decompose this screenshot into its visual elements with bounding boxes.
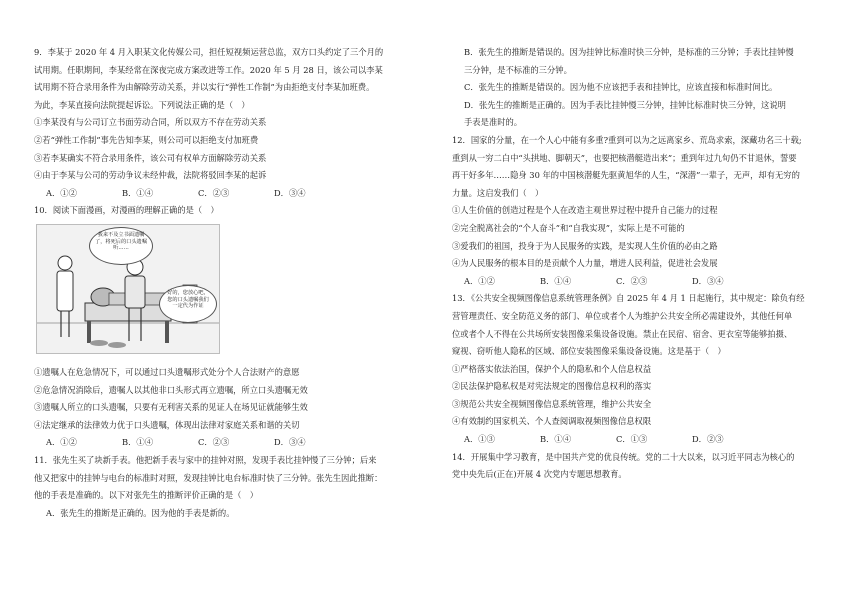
q9-line-1: 9．李某于 2020 年 4 月入职某文化传媒公司，担任短视频运营总监，双方口头约定了三个月的 (34, 47, 384, 57)
q12-line-2: 重到从一穷二白中“头拱地、脚朝天”，也要把核潜艇造出来”；重到年过九旬仍不甘退休，誓要 (452, 152, 797, 163)
q10-option-d: D．③④ (274, 437, 306, 448)
q9-statement-2: ②若“弹性工作制”事先告知李某，则公司可以拒绝支付加班费 (34, 134, 259, 145)
q11-option-b-line-1: B．张先生的推断是错误的。因为挂钟比标准时快三分钟，是标准的三分钟；手表比挂钟慢 (464, 47, 794, 57)
q12-line-1: 12．国家的分量，在一个人心中能有多重?重到可以为之远离家乡、荒岛求索，深藏功名三十载; (452, 134, 802, 145)
q13-option-a: A．①③ (464, 434, 495, 445)
q9-line-4: 为此，李某直接向法院提起诉讼。下列说法正确的是（ ） (34, 99, 250, 110)
q10-option-b: B．①④ (122, 437, 153, 448)
q12-statement-3: ③爱我们的祖国，投身于为人民服务的实践，是实现人生价值的必由之路 (452, 240, 718, 251)
q10-statement-3: ③遗嘱人所立的口头遗嘱，只要有无利害关系的见证人在场见证就能够生效 (34, 402, 308, 413)
q13-line-2: 营管理责任、安全防范义务的部门、单位或者个人为维护公共安全所必需建设外，其他任何单 (452, 310, 793, 321)
q12-line-3: 再干好多年……隐身 30 年的中国核潜艇先驱黄旭华的人生，“深潜”一辈子，无声，却有无穷的 (452, 170, 800, 181)
q12-option-d: D．③④ (692, 275, 724, 286)
q11-option-a: A．张先生的推断是正确的。因为他的手表是新的。 (46, 507, 235, 518)
comic-speech-bubble-patient: 我来不及立书面遗嘱了，将死后的口头遗嘱听…… (89, 227, 153, 265)
q13-statement-1: ①严格落实依法治国，保护个人的隐私和个人信息权益 (452, 363, 652, 374)
q9-options (34, 185, 434, 203)
q13-option-b: B．①④ (540, 434, 571, 445)
q14-line-2: 党中央先后(正在)开展 4 次党内专题思想教育。 (452, 469, 627, 480)
q11-line-1: 11．张先生买了块新手表。他把新手表与家中的挂钟对照，发现手表比挂钟慢了三分钟；后来 (34, 454, 377, 465)
q13-statement-4: ④有效制约国家机关、个人查阅调取视频图像信息权限 (452, 416, 652, 427)
left-column (34, 44, 434, 522)
right-column (452, 44, 840, 484)
q12-statement-1: ①人生价值的创造过程是个人在改造主观世界过程中提升自己能力的过程 (452, 205, 718, 216)
q9-statement-4: ④由于李某与公司的劳动争议未经仲裁，法院将驳回李某的起诉 (34, 170, 267, 181)
q12-line-4: 力量。这启发我们（ ） (452, 187, 544, 198)
q9-option-d: D．③④ (274, 187, 306, 198)
q9-option-c: C．②③ (198, 187, 230, 198)
q9-statement-1: ①李某没有与公司订立书面劳动合同，所以双方不存在劳动关系 (34, 117, 267, 128)
q11-option-c: C．张先生的推断是错误的。因为他不应该把手表和挂钟比，应该直接和标准时间比。 (464, 82, 778, 93)
q12-option-c: C．②③ (616, 275, 648, 286)
q13-line-4: 窥视、窃听他人隐私的区域、部位安装图像采集设备设施。这是基于（ ） (452, 346, 726, 357)
comic-illustration (36, 224, 220, 354)
q12-option-b: B．①④ (540, 275, 571, 286)
q10-statement-4: ④法定继承的法律效力优于口头遗嘱，体现出法律对家庭关系和谐的关切 (34, 419, 300, 430)
q11-line-3: 他的手表是准确的。以下对张先生的推断评价正确的是（ ） (34, 490, 259, 501)
q10-option-c: C．②③ (198, 437, 230, 448)
q13-line-1: 13．《公共安全视频图像信息系统管理条例》自 2025 年 4 月 1 日起施行，其中规定：除负有经 (452, 293, 805, 304)
q9-option-b: B．①④ (122, 187, 153, 198)
q14-line-1: 14．开展集中学习教育，是中国共产党的优良传统。党的二十大以来，以习近平同志为核心的 (452, 451, 795, 462)
q12-statement-2: ②完全脱离社会的“个人奋斗”和“自我实现”，实际上是不可能的 (452, 222, 685, 233)
q10-statement-1: ①遗嘱人在危急情况下，可以通过口头遗嘱形式处分个人合法财产的意愿 (34, 366, 300, 377)
q13-line-3: 位或者个人不得在公共场所安装图像采集设备设施。禁止在民宿、宿舍、更衣室等能够拍摄、 (452, 328, 793, 339)
q13-statement-2: ②民法保护隐私权是对宪法规定的图像信息权利的落实 (452, 381, 652, 392)
comic-speech-bubble-witness: 好的，您放心吧，您的口头遗嘱我们一定代为作证 (159, 285, 217, 323)
q11-option-d-line-2: 手表是准时的。 (464, 117, 523, 128)
q12-statement-4: ④为人民服务的根本目的是贡献个人力量，增进人民利益，促进社会发展 (452, 258, 718, 269)
q11-option-b-line-2: 三分钟，是不标准的三分钟。 (464, 64, 572, 75)
q9-statement-3: ③若李某确实不符合录用条件，该公司有权单方面解除劳动关系 (34, 152, 267, 163)
q10-options (34, 434, 434, 452)
q13-statement-3: ③规范公共安全视频图像信息系统管理，维护公共安全 (452, 398, 652, 409)
q11-option-d-line-1: D．张先生的推断是正确的。因为手表比挂钟慢三分钟，挂钟比标准时快三分钟，这说明 (464, 99, 786, 110)
q12-option-a: A．①② (464, 275, 495, 286)
q11-line-2: 他又把家中的挂钟与电台的标准时对照，发现挂钟比电台标准时快了三分钟。张先生因此推断： (34, 472, 383, 483)
q9-line-3: 试用期不符合录用条件为由解除劳动关系，并以实行“弹性工作制”为由拒绝支付李某加班费。 (34, 82, 375, 93)
q13-option-d: D．②③ (692, 434, 724, 445)
q13-option-c: C．①③ (616, 434, 648, 445)
q10-option-a: A．①② (46, 437, 77, 448)
q12-options (452, 273, 840, 291)
q9-line-2: 试用期。任职期间，李某经常在深夜完成方案改进等工作。2020 年 5 月 28 日，该公司以李某 (34, 64, 383, 75)
q13-options (452, 431, 840, 449)
q10-statement-2: ②危急情况消除后，遗嘱人以其他非口头形式再立遗嘱，所立口头遗嘱无效 (34, 384, 308, 395)
q9-option-a: A．①② (46, 187, 77, 198)
q10-title: 10．阅读下面漫画，对漫画的理解正确的是（ ） (34, 205, 219, 216)
